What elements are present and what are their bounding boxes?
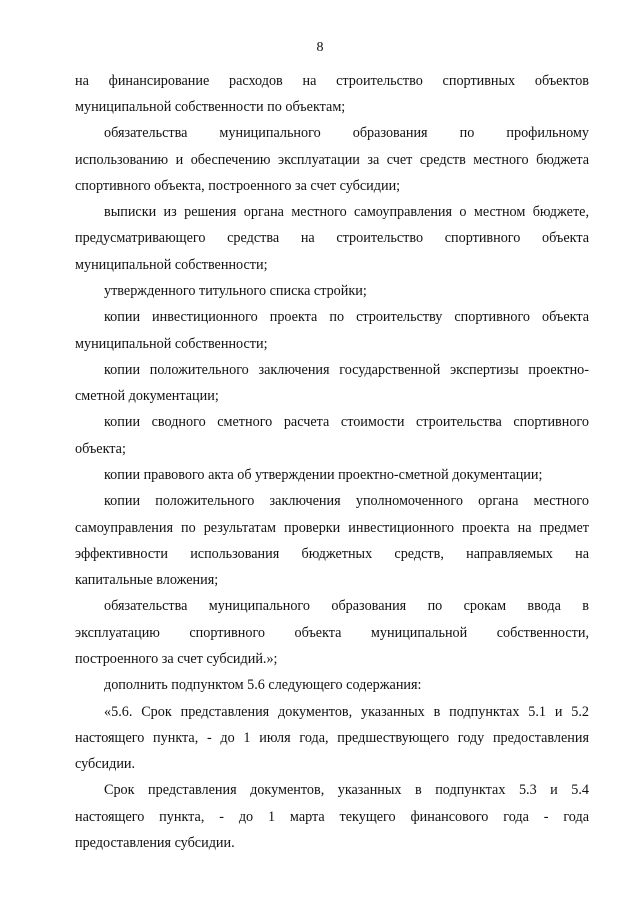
paragraph-line: дополнить подпунктом 5.6 следующего содержания: [104,677,422,693]
paragraph-line: предусматривающего средства на строительство спортивного объекта [75,230,589,246]
paragraph-line: Срок представления документов, указанных в подпунктах 5.3 и 5.4 [104,782,589,798]
paragraph-line: на финансирование расходов на строительство спортивных объектов [75,73,589,89]
paragraph-line: копии сводного сметного расчета стоимости строительства спортивного [104,414,589,430]
paragraph-line: копии положительного заключения уполномоченного органа местного [104,493,589,509]
paragraph-line: обязательства муниципального образования по профильному [104,125,589,141]
paragraph-line: построенного за счет субсидий.»; [75,651,278,667]
paragraph-line: муниципальной собственности; [75,257,268,273]
paragraph-line: спортивного объекта, построенного за счет субсидии; [75,178,401,194]
paragraph-line: капитальные вложения; [75,572,219,588]
paragraph-line: копии инвестиционного проекта по строительству спортивного объекта [104,309,589,325]
page-number: 8 [316,40,324,55]
paragraph-line: «5.6. Срок представления документов, указанных в подпунктах 5.1 и 5.2 [104,704,589,720]
paragraph-line: настоящего пункта, - до 1 июля года, предшествующего году предоставления [75,730,589,746]
paragraph-line: обязательства муниципального образования по срокам ввода в [104,598,589,614]
paragraph-line: сметной документации; [75,388,219,404]
paragraph-line: субсидии. [75,756,136,772]
paragraph-line: настоящего пункта, - до 1 марта текущего финансового года - года [75,809,589,825]
paragraph-line: утвержденного титульного списка стройки; [104,283,367,299]
paragraph-line: эффективности использования бюджетных средств, направляемых на [75,546,589,562]
paragraph-line: муниципальной собственности; [75,336,268,352]
paragraph-line: объекта; [75,441,126,457]
paragraph-line: копии положительного заключения государственной экспертизы проектно- [104,362,589,378]
paragraph-line: предоставления субсидии. [75,835,235,851]
paragraph-line: муниципальной собственности по объектам; [75,99,346,115]
paragraph-line: копии правового акта об утверждении проектно-сметной документации; [104,467,543,483]
paragraph-line: выписки из решения органа местного самоуправления о местном бюджете, [104,204,589,220]
paragraph-line: использованию и обеспечению эксплуатации за счет средств местного бюджета [75,152,589,168]
paragraph-line: эксплуатацию спортивного объекта муниципальной собственности, [75,625,589,641]
paragraph-line: самоуправления по результатам проверки инвестиционного проекта на предмет [75,520,589,536]
